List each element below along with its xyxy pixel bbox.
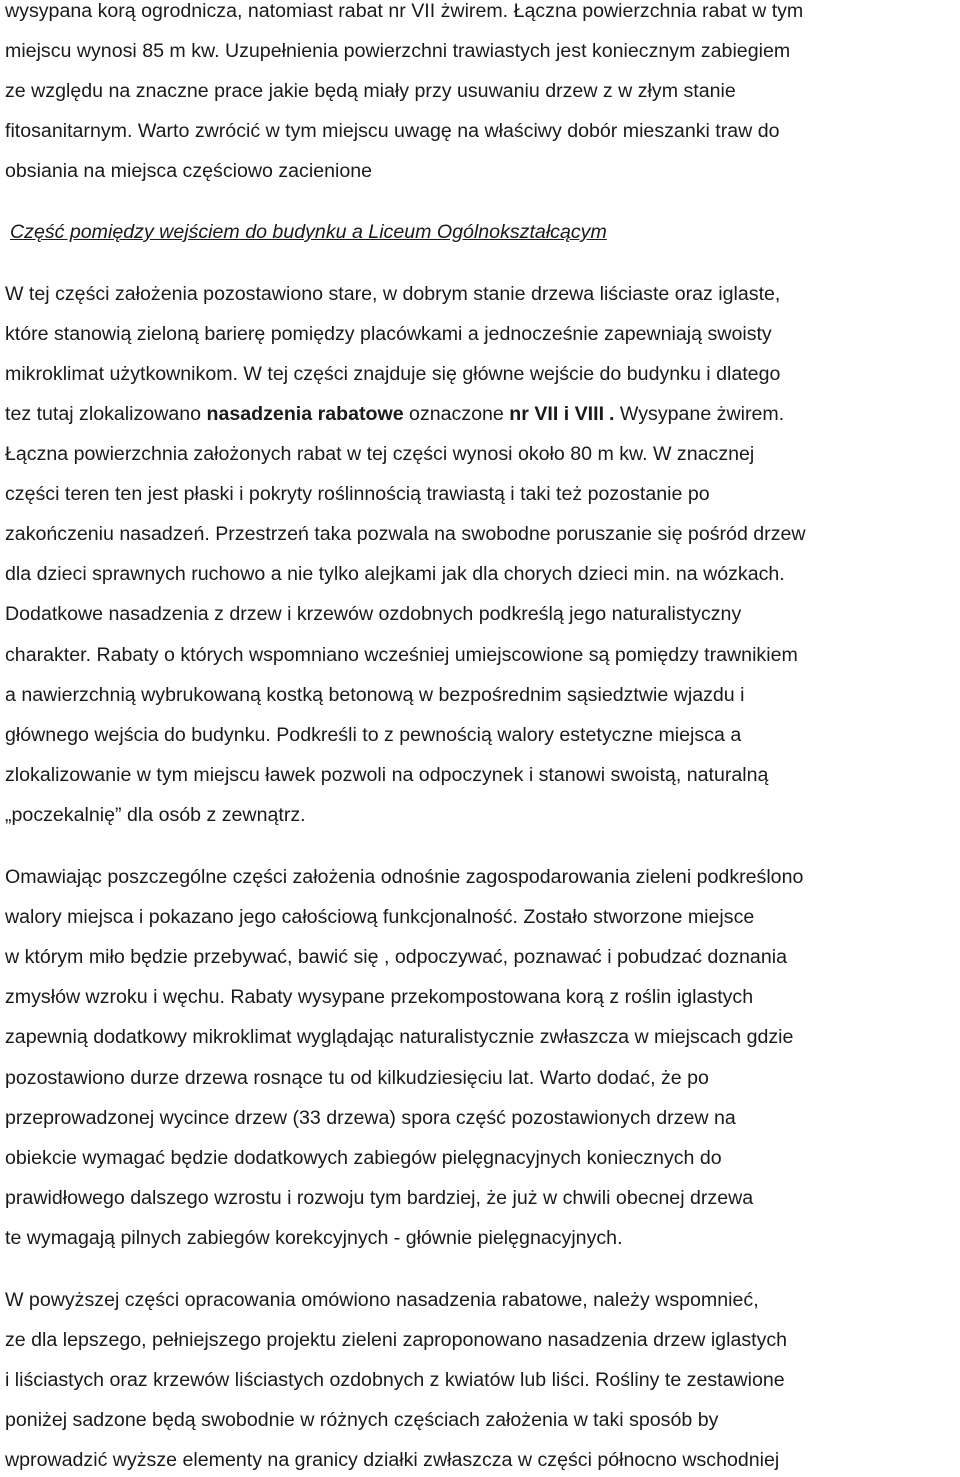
bold-text-run: nasadzenia rabatowe [206, 403, 404, 425]
paragraph-line: wysypana korą ogrodnicza, natomiast rabat nr VII żwirem. Łączna powierzchnia rabat w tym [5, 0, 804, 22]
paragraph-line-with-bold [5, 401, 784, 427]
paragraph-line: i liściastych oraz krzewów liściastych ozdobnych z kwiatów lub liści. Rośliny te zestawione [5, 1369, 785, 1391]
section-subheading: Część pomiędzy wejściem do budynku a Liceum Ogólnokształcącym [10, 221, 607, 243]
paragraph-line: ze dla lepszego, pełniejszego projektu zieleni zaproponowano nasadzenia drzew iglastych [5, 1329, 788, 1351]
paragraph-line: zlokalizowanie w tym miejscu ławek pozwoli na odpoczynek i stanowi swoistą, naturalną [5, 764, 769, 786]
paragraph-line: części teren ten jest płaski i pokryty roślinnością trawiastą i taki też pozostanie po [5, 483, 710, 505]
paragraph-line: Łączna powierzchnia założonych rabat w tej części wynosi około 80 m kw. W znacznej [5, 443, 755, 465]
bold-text-run: nr VII i VIII [509, 403, 605, 425]
paragraph-line: charakter. Rabaty o których wspomniano wcześniej umiejscowione są pomiędzy trawnikiem [5, 644, 798, 666]
paragraph-line: w którym miło będzie przebywać, bawić się , odpoczywać, poznawać i pobudzać doznania [5, 946, 787, 968]
paragraph-line: „poczekalnię” dla osób z zewnątrz. [5, 804, 306, 826]
text-run: tez tutaj zlokalizowano [5, 403, 207, 425]
paragraph-line: głównego wejścia do budynku. Podkreśli to z pewnością walory estetyczne miejsca a [5, 724, 742, 746]
bold-text-run: . [609, 403, 615, 425]
paragraph-line: zapewnią dodatkowy mikroklimat wyglądając naturalistycznie zwłaszcza w miejscach gdzie [5, 1026, 794, 1048]
paragraph-line: obiekcie wymagać będzie dodatkowych zabiegów pielęgnacyjnych koniecznych do [5, 1147, 722, 1169]
paragraph-line: mikroklimat użytkownikom. W tej części znajduje się główne wejście do budynku i dlatego [5, 363, 781, 385]
paragraph-line: obsiania na miejsca częściowo zacienione [5, 160, 373, 182]
paragraph-line: pozostawiono durze drzewa rosnące tu od kilkudziesięciu lat. Warto dodać, że po [5, 1067, 709, 1089]
text-run: oznaczone [403, 403, 510, 425]
paragraph-line: zmysłów wzroku i węchu. Rabaty wysypane przekompostowana korą z roślin iglastych [5, 986, 754, 1008]
paragraph-line: przeprowadzonej wycince drzew (33 drzewa) spora część pozostawionych drzew na [5, 1107, 736, 1129]
paragraph-line: dla dzieci sprawnych ruchowo a nie tylko alejkami jak dla chorych dzieci min. na wózkach. [5, 563, 785, 585]
paragraph-line: fitosanitarnym. Warto zwrócić w tym miejscu uwagę na właściwy dobór mieszanki traw do [5, 120, 780, 142]
paragraph-line: te wymagają pilnych zabiegów korekcyjnych - głównie pielęgnacyjnych. [5, 1227, 623, 1249]
paragraph-line: walory miejsca i pokazano jego całościową funkcjonalność. Zostało stworzone miejsce [5, 906, 755, 928]
paragraph-line: wprowadzić wyższe elementy na granicy działki zwłaszcza w części północno wschodniej [5, 1449, 780, 1471]
text-run: Wysypane żwirem. [614, 403, 785, 425]
paragraph-line: zakończeniu nasadzeń. Przestrzeń taka pozwala na swobodne poruszanie się pośród drzew [5, 523, 806, 545]
paragraph-line: Omawiając poszczególne części założenia odnośnie zagospodarowania zieleni podkreślono [5, 866, 804, 888]
paragraph-line: miejscu wynosi 85 m kw. Uzupełnienia powierzchni trawiastych jest koniecznym zabiegiem [5, 40, 791, 62]
paragraph-line: które stanowią zieloną barierę pomiędzy placówkami a jednocześnie zapewniają swoisty [5, 323, 772, 345]
paragraph-line: Dodatkowe nasadzenia z drzew i krzewów ozdobnych podkreślą jego naturalistyczny [5, 603, 742, 625]
paragraph-line: ze względu na znaczne prace jakie będą miały przy usuwaniu drzew z w złym stanie [5, 80, 736, 102]
paragraph-line: W tej części założenia pozostawiono stare, w dobrym stanie drzewa liściaste oraz iglaste, [5, 283, 781, 305]
paragraph-line: prawidłowego dalszego wzrostu i rozwoju tym bardziej, że już w chwili obecnej drzewa [5, 1187, 754, 1209]
paragraph-line: W powyższej części opracowania omówiono nasadzenia rabatowe, należy wspomnieć, [5, 1289, 759, 1311]
paragraph-line: poniżej sadzone będą swobodnie w różnych częściach założenia w taki sposób by [5, 1409, 719, 1431]
paragraph-line: a nawierzchnią wybrukowaną kostką betonową w bezpośrednim sąsiedztwie wjazdu i [5, 684, 745, 706]
